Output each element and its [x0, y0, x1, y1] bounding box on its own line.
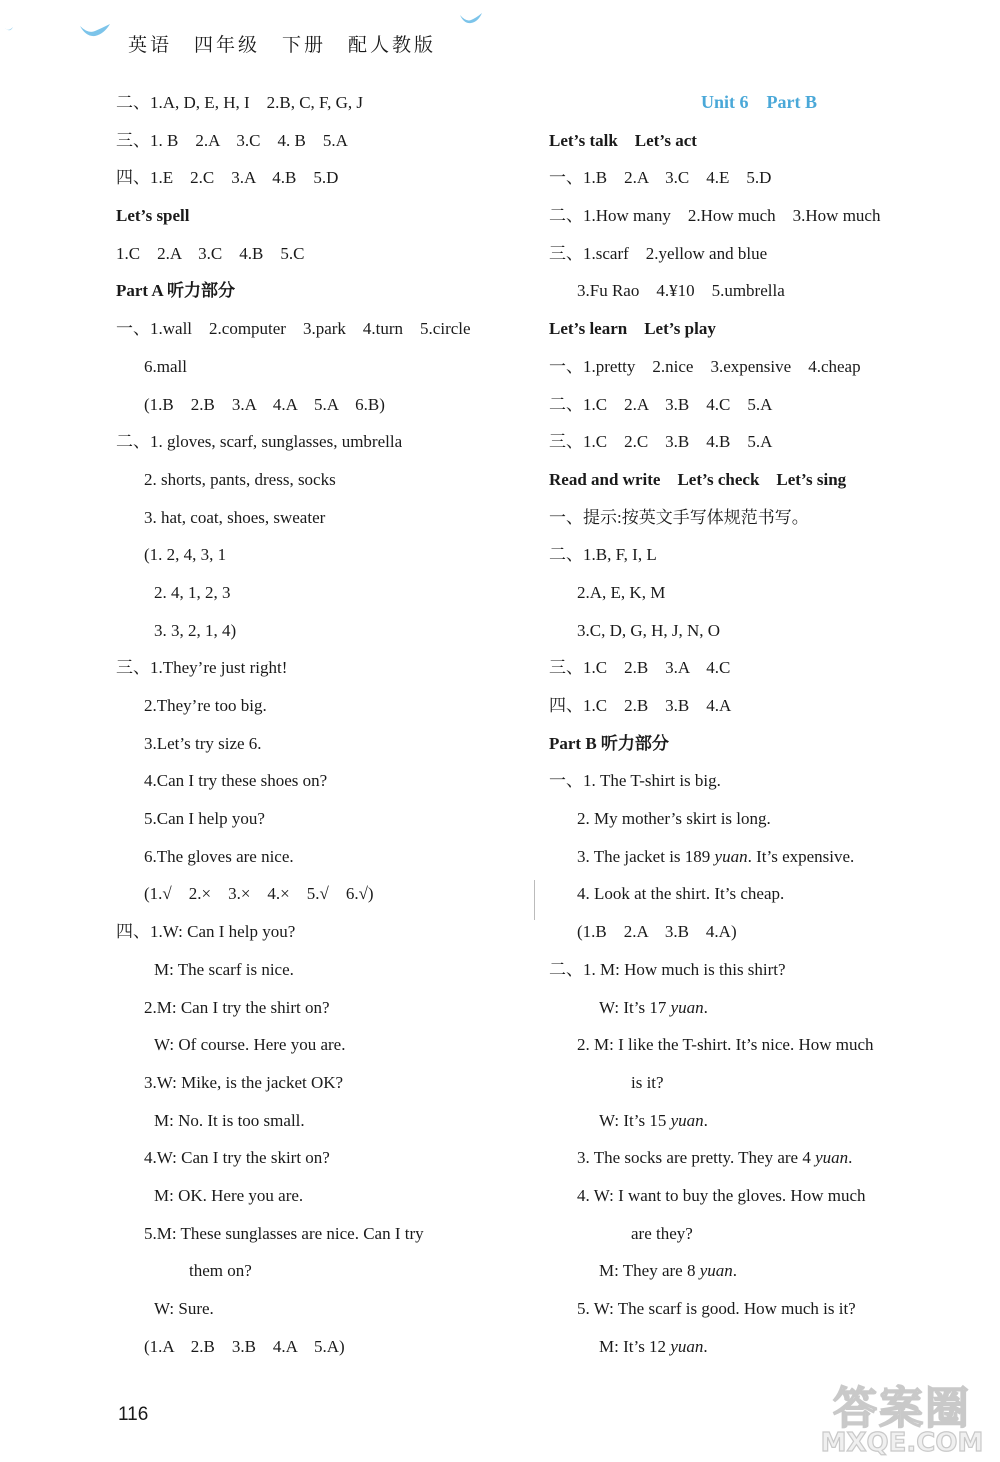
answer-line: 一、1.B 2.A 3.C 4.E 5.D — [549, 168, 772, 188]
bird-right-icon — [459, 12, 483, 26]
answer-line: 2.M: Can I try the shirt on? — [144, 997, 330, 1017]
answer-line: 2. shorts, pants, dress, socks — [144, 469, 336, 489]
answer-line: 2.A, E, K, M — [577, 582, 666, 602]
answer-line: M: The scarf is nice. — [154, 959, 294, 979]
answer-line: W: It’s 15 yuan. — [599, 1110, 708, 1130]
answer-line: 3. 3, 2, 1, 4) — [154, 620, 237, 640]
header-title: 英语 四年级 下册 配人教版 — [128, 34, 437, 56]
answer-line: 3.W: Mike, is the jacket OK? — [144, 1072, 344, 1092]
left-column — [116, 84, 526, 1365]
answer-line: 一、提示:按英文手写体规范书写。 — [549, 507, 809, 527]
answer-line: 四、1.W: Can I help you? — [116, 922, 296, 942]
section-heading: Let’s spell — [116, 206, 190, 226]
watermark-logo — [818, 1372, 986, 1458]
page-number: 116 — [118, 1404, 149, 1425]
answer-line: are they? — [631, 1223, 693, 1243]
answer-line: 二、1.B, F, I, L — [549, 545, 657, 565]
answer-line: 一、1. The T-shirt is big. — [549, 771, 721, 791]
answer-line: 二、1. gloves, scarf, sunglasses, umbrella — [116, 432, 403, 452]
section-heading: Let’s talk Let’s act — [549, 130, 697, 150]
column-divider — [534, 880, 541, 920]
answer-line: 2. 4, 1, 2, 3 — [154, 582, 231, 602]
answer-line: (1.B 2.A 3.B 4.A) — [577, 922, 737, 942]
answer-line: 3. hat, coat, shoes, sweater — [144, 507, 326, 527]
answer-line: 三、1.C 2.C 3.B 4.B 5.A — [549, 432, 773, 452]
answer-line: 2.They’re too big. — [144, 696, 267, 715]
watermark-title: 答案圈 — [833, 1383, 971, 1434]
answer-line: is it? — [631, 1072, 664, 1092]
answer-line: (1.√ 2.× 3.× 4.× 5.√ 6.√) — [144, 884, 374, 904]
answer-line: (1.B 2.B 3.A 4.A 5.A 6.B) — [144, 394, 385, 414]
unit-title: Unit 6 Part B — [701, 92, 817, 112]
answer-line: M: It’s 12 yuan. — [599, 1336, 708, 1356]
answer-line: 二、1.A, D, E, H, I 2.B, C, F, G, J — [116, 93, 364, 112]
answer-line: 3. The jacket is 189 yuan. It’s expensive. — [577, 846, 855, 866]
section-heading: Let’s learn Let’s play — [549, 319, 716, 339]
answer-line: 5.Can I help you? — [144, 809, 265, 829]
answer-line: 三、1.C 2.B 3.A 4.C — [549, 658, 731, 678]
answer-line: W: It’s 17 yuan. — [599, 997, 708, 1017]
answer-line: 3. The socks are pretty. They are 4 yuan. — [577, 1148, 853, 1168]
answer-line: 四、1.E 2.C 3.A 4.B 5.D — [116, 168, 339, 188]
answer-line: 二、1.How many 2.How much 3.How much — [549, 206, 881, 226]
answer-line: 4. W: I want to buy the gloves. How much — [577, 1185, 866, 1205]
answer-line: 一、1.wall 2.computer 3.park 4.turn 5.circle — [116, 319, 471, 339]
bird-left-icon — [78, 22, 112, 40]
answer-line: M: They are 8 yuan. — [599, 1261, 738, 1281]
answer-line: 1.C 2.A 3.C 4.B 5.C — [116, 243, 305, 263]
answer-line: 二、1. M: How much is this shirt? — [549, 959, 786, 979]
bird-small-icon — [4, 26, 14, 34]
answer-line: 4. Look at the shirt. It’s cheap. — [577, 884, 785, 904]
answer-line: 5. W: The scarf is good. How much is it? — [577, 1299, 856, 1318]
answer-line: (1. 2, 4, 3, 1 — [144, 545, 227, 565]
answer-line: 6.The gloves are nice. — [144, 846, 294, 866]
answer-line: 一、1.pretty 2.nice 3.expensive 4.cheap — [549, 356, 861, 376]
answer-line: M: OK. Here you are. — [154, 1185, 304, 1205]
answer-line: 四、1.C 2.B 3.B 4.A — [549, 696, 732, 715]
section-heading: Part A 听力部分 — [116, 281, 235, 301]
answer-line: M: No. It is too small. — [154, 1110, 305, 1130]
answer-line: them on? — [189, 1261, 252, 1281]
answer-line: 三、1.scarf 2.yellow and blue — [549, 243, 768, 263]
answer-line: W: Of course. Here you are. — [154, 1035, 346, 1055]
answer-line: 2. My mother’s skirt is long. — [577, 809, 771, 829]
section-heading: Part B 听力部分 — [549, 733, 669, 753]
page-header — [0, 0, 1000, 70]
answer-line: 6.mall — [144, 356, 187, 376]
section-heading: Read and write Let’s check Let’s sing — [549, 469, 847, 489]
answer-line: 5.M: These sunglasses are nice. Can I try — [144, 1223, 424, 1243]
answer-line: 3.Let’s try size 6. — [144, 733, 262, 753]
answer-line: 三、1. B 2.A 3.C 4. B 5.A — [116, 130, 348, 150]
right-column — [549, 84, 969, 1365]
answer-line: 二、1.C 2.A 3.B 4.C 5.A — [549, 394, 773, 414]
answer-line: 4.Can I try these shoes on? — [144, 771, 328, 791]
watermark-url: MXQE.COM — [820, 1428, 984, 1458]
answer-line: 3.C, D, G, H, J, N, O — [577, 620, 721, 640]
answer-line: 4.W: Can I try the skirt on? — [144, 1148, 330, 1168]
answer-line: 三、1.They’re just right! — [116, 658, 288, 678]
answer-line: 3.Fu Rao 4.¥10 5.umbrella — [577, 281, 785, 301]
answer-line: (1.A 2.B 3.B 4.A 5.A) — [144, 1336, 345, 1356]
answer-line: 2. M: I like the T-shirt. It’s nice. How much — [577, 1035, 874, 1055]
answer-line: W: Sure. — [154, 1299, 214, 1318]
